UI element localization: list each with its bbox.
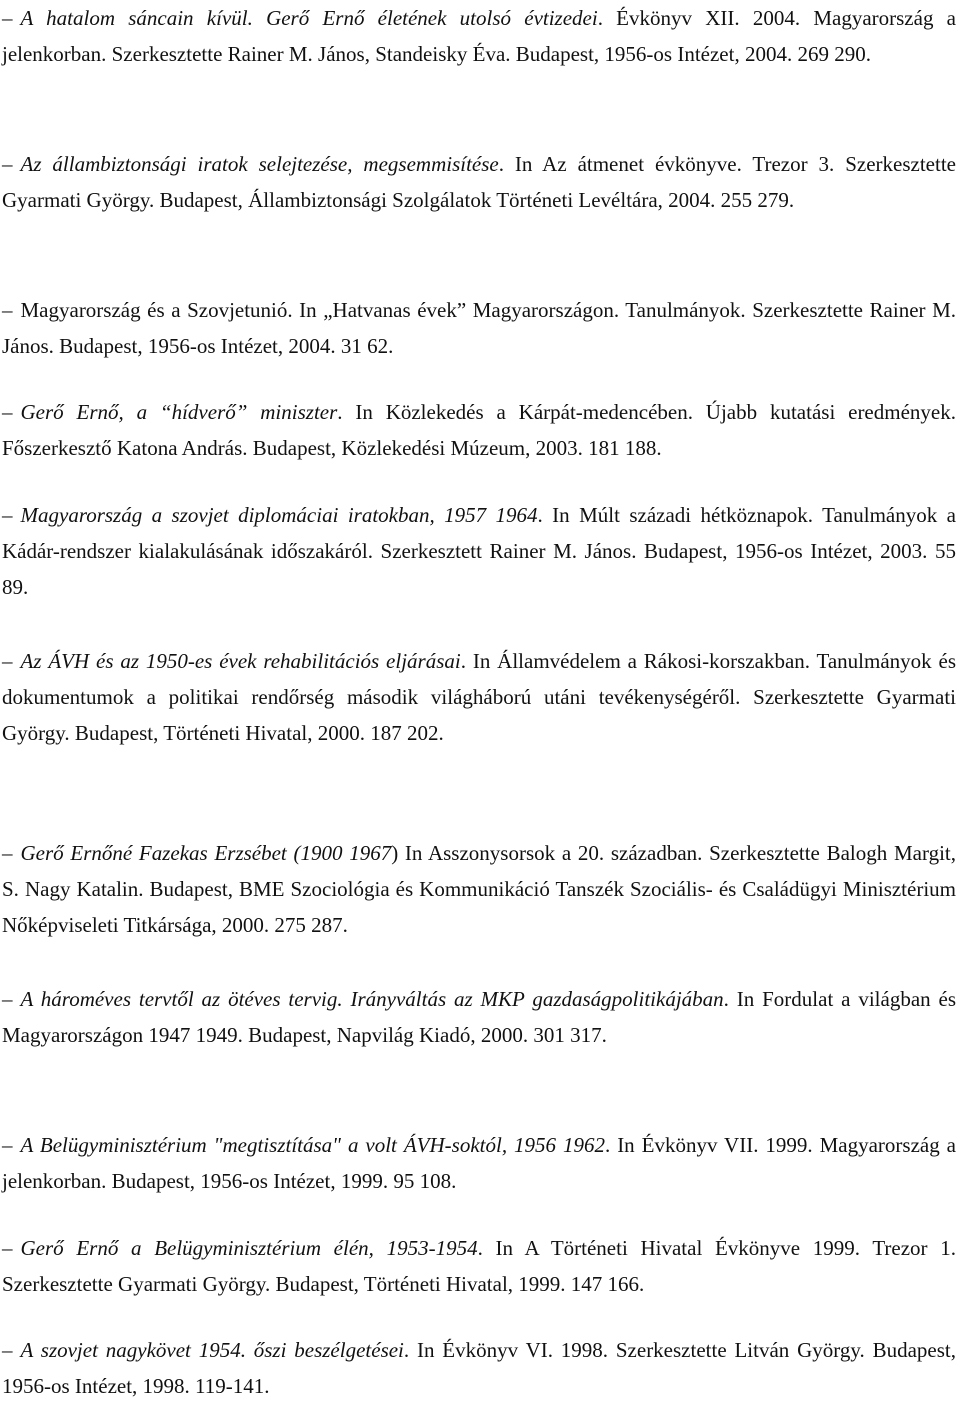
entry-title: Az állambiztonsági iratok selejtezése, megsemmisítése: [20, 152, 499, 176]
entry-title: A hároméves tervtől az ötéves tervig. Irányváltás az MKP gazdaságpolitikájában: [20, 987, 724, 1011]
entry-title: A szovjet nagykövet 1954. őszi beszélgetései: [20, 1338, 404, 1362]
entry-publication: . Évkönyv XII. 2004. Magyarország a jelenkorban. Szerkesztette Rainer M. János, Standeisky Éva. Budapest, 1956-os Intézet, 2004. 269 290.: [2, 6, 956, 66]
entry-publication: . In A Történeti Hivatal Évkönyve 1999. Trezor 1. Szerkesztette Gyarmati György. Budapest, Történeti Hivatal, 1999. 147 166.: [2, 1236, 956, 1296]
entry-dash: –: [2, 400, 13, 424]
entry-publication: . In Fordulat a világban és Magyarországon 1947 1949. Budapest, Napvilág Kiadó, 2000. 301 317.: [2, 987, 956, 1047]
entry-dash: –: [2, 987, 13, 1011]
entry-title: Magyarország a szovjet diplomáciai iratokban, 1957 1964: [20, 503, 538, 527]
entry-publication: . In Államvédelem a Rákosi-korszakban. Tanulmányok és dokumentumok a politikai rendőrség második világháború utáni tevékenységéről. Szerkesztette Gyarmati György. Budapest, Történeti Hivatal, 2000. 187 202.: [2, 649, 956, 745]
entry-publication: ) In Asszonysorsok a 20. században. Szerkesztette Balogh Margit, S. Nagy Katalin. Budapest, BME Szociológia és Kommunikáció Tanszék Szociális- és Családügyi Minisztérium Nőképviseleti Titkársága, 2000. 275 287.: [2, 841, 956, 937]
entry-dash: –: [2, 1133, 13, 1157]
bibliography-entry: [2, 146, 956, 218]
entry-dash: –: [2, 298, 13, 322]
entry-title: A Belügyminisztérium "megtisztítása" a volt ÁVH-soktól, 1956 1962: [20, 1133, 605, 1157]
entry-publication: . In Évkönyv VII. 1999. Magyarország a jelenkorban. Budapest, 1956-os Intézet, 1999. 95 108.: [2, 1133, 956, 1193]
bibliography-entry: [2, 1127, 956, 1199]
entry-title: Gerő Ernő, a “hídverő” miniszter: [20, 400, 338, 424]
entry-dash: –: [2, 6, 13, 30]
entry-dash: –: [2, 1338, 13, 1362]
entry-publication: Magyarország és a Szovjetunió. In „Hatvanas évek” Magyarországon. Tanulmányok. Szerkesztette Rainer M. János. Budapest, 1956-os Intézet, 2004. 31 62.: [2, 298, 956, 358]
entry-publication: . In Közlekedés a Kárpát-medencében. Újabb kutatási eredmények. Főszerkesztő Katona András. Budapest, Közlekedési Múzeum, 2003. 181 188.: [2, 400, 956, 460]
entry-dash: –: [2, 152, 13, 176]
bibliography-entry: [2, 835, 956, 943]
entry-title: Az ÁVH és az 1950-es évek rehabilitációs eljárásai: [20, 649, 461, 673]
entry-dash: –: [2, 649, 13, 673]
entry-publication: . In Évkönyv VI. 1998. Szerkesztette Litván György. Budapest, 1956-os Intézet, 1998. 119-141.: [2, 1338, 957, 1398]
entry-title: Gerő Ernőné Fazekas Erzsébet (1900 1967: [20, 841, 392, 865]
entry-dash: –: [2, 1236, 13, 1260]
entry-dash: –: [2, 503, 13, 527]
entry-publication: . In Az átmenet évkönyve. Trezor 3. Szerkesztette Gyarmati György. Budapest, Állambiztonsági Szolgálatok Történeti Levéltára, 2004. 255 279.: [2, 152, 956, 212]
bibliography-entry: [2, 643, 956, 751]
entry-publication: . In Múlt századi hétköznapok. Tanulmányok a Kádár-rendszer kialakulásának időszakáról. Szerkesztett Rainer M. János. Budapest, 1956-os Intézet, 2003. 55 89.: [2, 503, 956, 599]
entry-title: Gerő Ernő a Belügyminisztérium élén, 1953-1954: [20, 1236, 478, 1260]
bibliography-entry: [2, 292, 956, 364]
bibliography-entry: [2, 1230, 956, 1302]
entry-title: A hatalom sáncain kívül. Gerő Ernő életének utolsó évtizedei: [20, 6, 598, 30]
bibliography-entry: [2, 394, 956, 466]
bibliography-entry: [2, 1332, 956, 1404]
entry-dash: –: [2, 841, 13, 865]
bibliography-entry: [2, 981, 956, 1053]
bibliography-entry: [2, 497, 956, 605]
bibliography-entry: [2, 0, 956, 72]
